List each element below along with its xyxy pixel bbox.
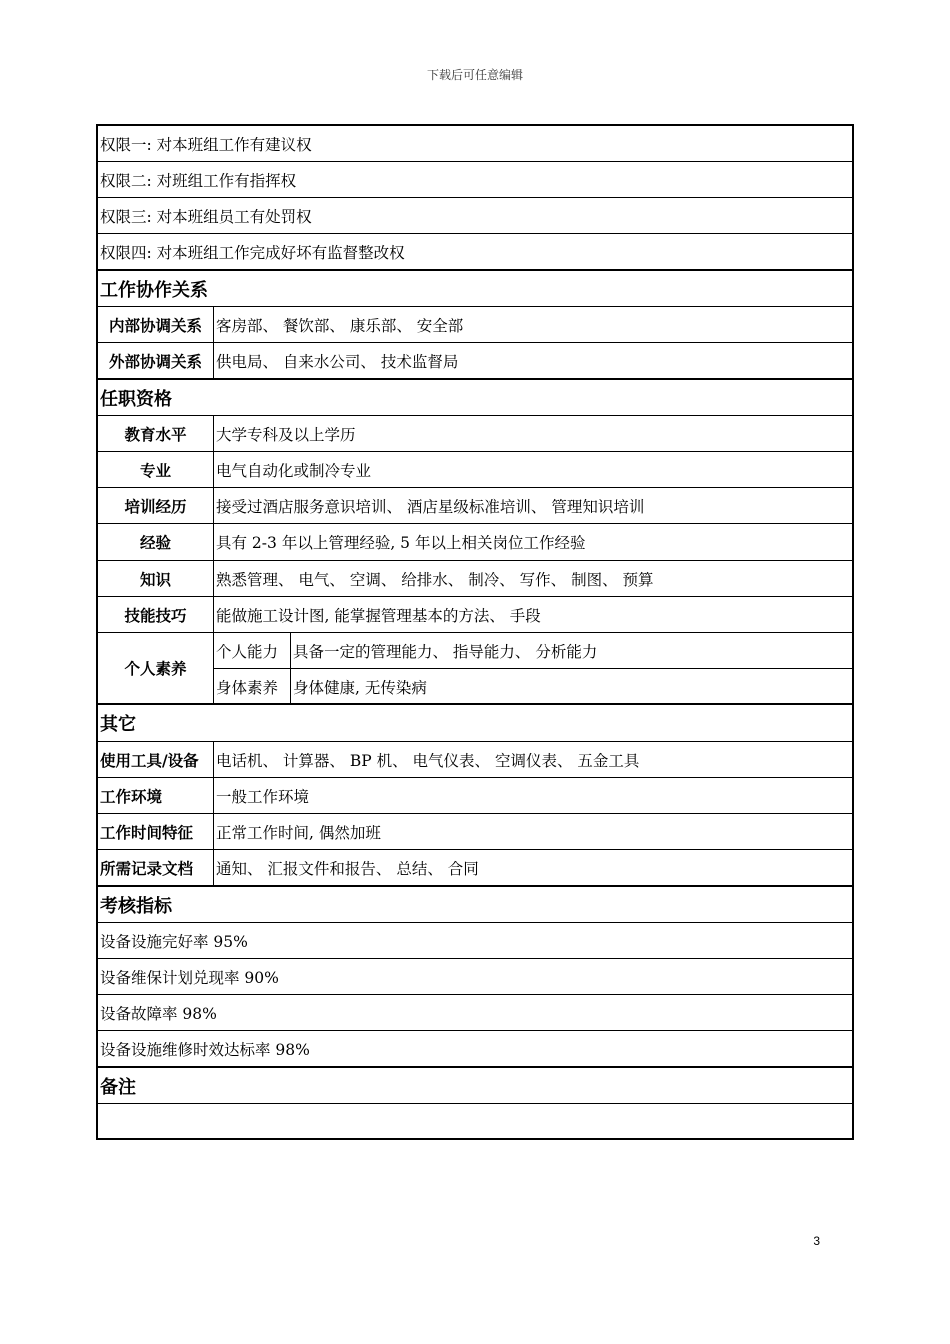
qualification-row-experience: [98, 524, 852, 561]
permission-text: 权限三: 对本班组员工有处罚权: [100, 207, 312, 226]
personal-qualities-detail: [214, 633, 852, 703]
section-other: [98, 705, 852, 742]
other-value: 一般工作环境: [216, 787, 310, 806]
permission-text: 权限二: 对班组工作有指挥权: [100, 171, 297, 190]
assessment-item: [98, 995, 852, 1031]
assessment-item: [98, 923, 852, 959]
other-label: 工作时间特征: [98, 814, 214, 849]
personal-ability-row: [214, 633, 852, 669]
qualification-row-education: [98, 416, 852, 452]
remarks-row: [98, 1104, 852, 1138]
qualification-value: 接受过酒店服务意识培训、 酒店星级标准培训、 管理知识培训: [216, 497, 645, 516]
qualification-value: 具有 2-3 年以上管理经验, 5 年以上相关岗位工作经验: [216, 534, 586, 552]
section-title: 考核指标: [100, 895, 172, 917]
section-assessment: [98, 887, 852, 923]
assessment-item: [98, 959, 852, 995]
other-row-work-time: [98, 814, 852, 850]
permission-text: 权限一: 对本班组工作有建议权: [100, 135, 312, 154]
other-label: 使用工具/设备: [98, 742, 214, 777]
other-label: 所需记录文档: [98, 850, 214, 885]
personal-qualities-block: [98, 633, 852, 705]
assessment-text: 设备故障率 98%: [100, 1004, 217, 1023]
qualification-value: 熟悉管理、 电气、 空调、 给排水、 制冷、 写作、 制图、 预算: [216, 570, 654, 589]
other-label: 工作环境: [98, 778, 214, 813]
personal-ability-value: 具备一定的管理能力、 指导能力、 分析能力: [293, 642, 598, 661]
external-coordination-row: [98, 343, 852, 380]
personal-qualities-label: 个人素养: [98, 633, 214, 703]
qualification-label: 技能技巧: [98, 597, 214, 632]
job-description-table: [96, 124, 854, 1140]
qualification-row-knowledge: [98, 561, 852, 597]
internal-coordination-value: 客房部、 餐饮部、 康乐部、 安全部: [216, 316, 464, 335]
internal-coordination-label: 内部协调关系: [98, 307, 214, 342]
qualification-label: 知识: [98, 561, 214, 596]
section-remarks: [98, 1068, 852, 1104]
permission-row-4: [98, 234, 852, 271]
other-value: 通知、 汇报文件和报告、 总结、 合同: [216, 859, 479, 878]
assessment-item: [98, 1031, 852, 1068]
physical-quality-label: 身体素养: [214, 669, 291, 705]
external-coordination-value: 供电局、 自来水公司、 技术监督局: [216, 352, 459, 371]
assessment-text: 设备设施维修时效达标率 98%: [100, 1040, 310, 1059]
remarks-value: [98, 1104, 852, 1138]
physical-quality-row: [214, 669, 852, 705]
other-value: 电话机、 计算器、 BP 机、 电气仪表、 空调仪表、 五金工具: [216, 751, 640, 770]
permission-text: 权限四: 对本班组工作完成好坏有监督整改权: [100, 243, 405, 262]
qualification-label: 教育水平: [98, 416, 214, 451]
other-value: 正常工作时间, 偶然加班: [216, 823, 381, 842]
permission-row-3: [98, 198, 852, 234]
assessment-text: 设备维保计划兑现率 90%: [100, 968, 279, 987]
page-number: 3: [813, 1234, 820, 1248]
assessment-text: 设备设施完好率 95%: [100, 932, 248, 951]
qualification-row-training: [98, 488, 852, 524]
section-title: 工作协作关系: [100, 279, 208, 301]
qualification-label: 专业: [98, 452, 214, 487]
physical-quality-value: 身体健康, 无传染病: [293, 679, 427, 697]
other-row-environment: [98, 778, 852, 814]
other-row-tools: [98, 742, 852, 778]
personal-ability-label: 个人能力: [214, 633, 291, 668]
section-qualifications: [98, 380, 852, 416]
permission-row-1: [98, 126, 852, 162]
qualification-value: 电气自动化或制冷专业: [216, 461, 372, 480]
qualification-value: 能做施工设计图, 能掌握管理基本的方法、 手段: [216, 606, 541, 625]
section-title: 备注: [100, 1076, 136, 1098]
internal-coordination-row: [98, 307, 852, 343]
other-row-documents: [98, 850, 852, 887]
external-coordination-label: 外部协调关系: [98, 343, 214, 378]
qualification-row-major: [98, 452, 852, 488]
permission-row-2: [98, 162, 852, 198]
section-title: 任职资格: [100, 388, 172, 410]
qualification-label: 培训经历: [98, 488, 214, 523]
section-collaboration: [98, 271, 852, 307]
qualification-value: 大学专科及以上学历: [216, 425, 356, 444]
qualification-label: 经验: [98, 524, 214, 560]
section-title: 其它: [100, 714, 136, 735]
page-header: 下载后可任意编辑: [426, 68, 523, 82]
qualification-row-skills: [98, 597, 852, 633]
